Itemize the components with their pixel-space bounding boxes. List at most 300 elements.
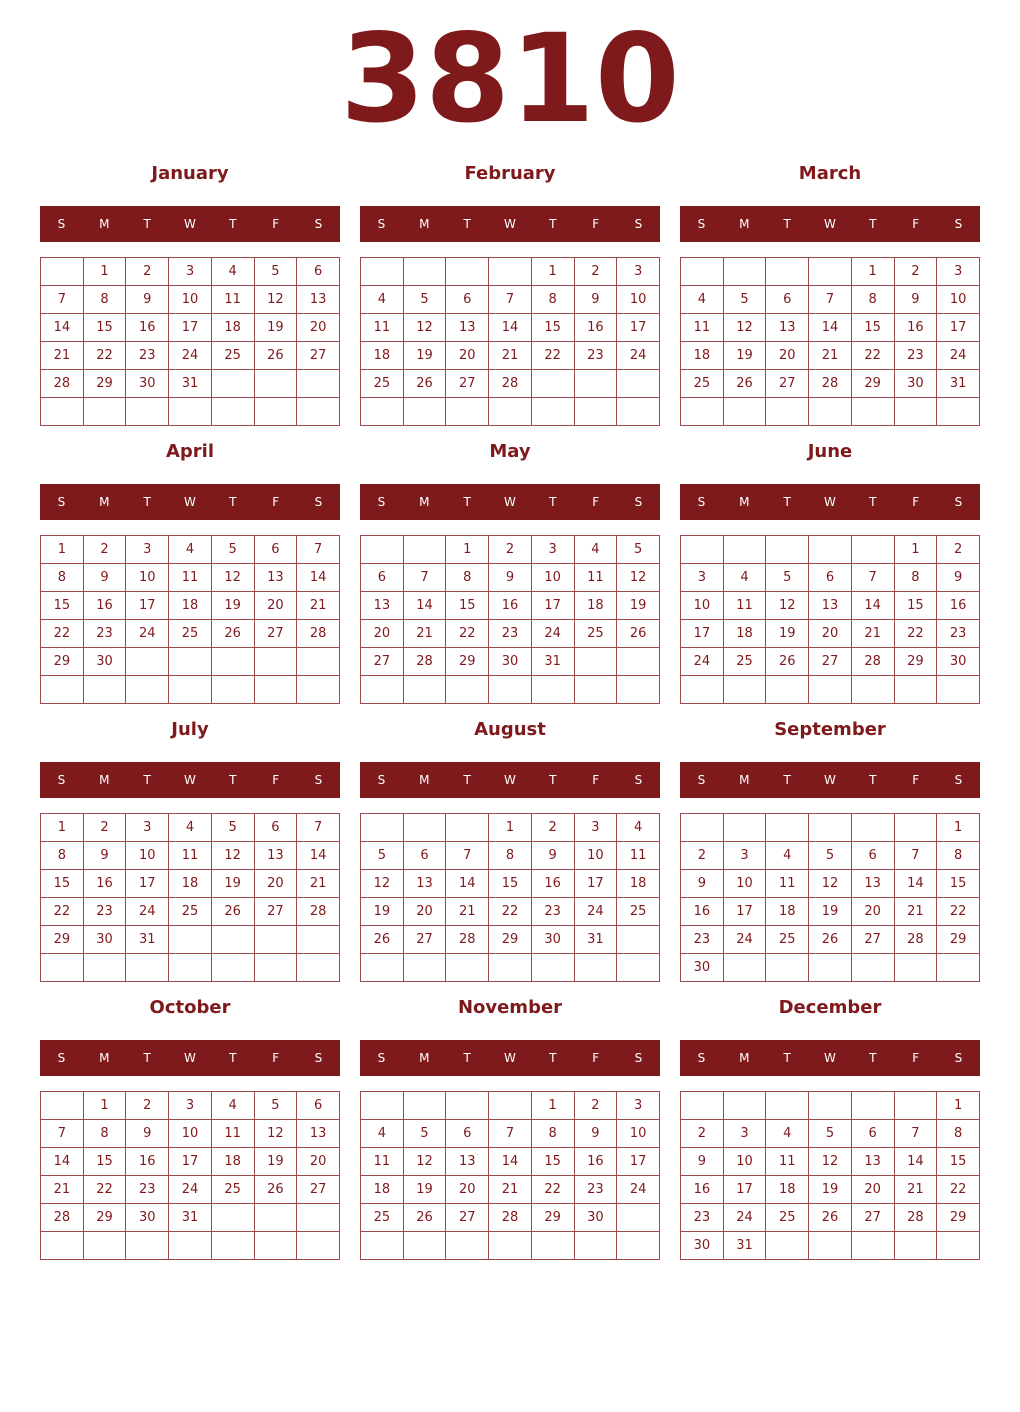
week-row [361,926,660,954]
day-cell [403,258,446,286]
weekday-header [40,484,340,520]
month-october [40,994,340,1260]
week-row [41,370,340,398]
day-cell: 14 [489,1148,532,1176]
day-cell: 27 [254,898,297,926]
weekday-label: S [57,1051,66,1065]
week-row [361,898,660,926]
day-cell [766,536,809,564]
month-title: July [171,719,209,740]
day-cell [254,1204,297,1232]
day-cell: 13 [361,592,404,620]
day-cell: 28 [851,648,894,676]
day-grid [360,1091,660,1260]
week-row [681,286,980,314]
day-cell [809,1092,852,1120]
weekday-label: M [419,1051,430,1065]
weekday-label: T [869,217,877,231]
day-cell: 28 [809,370,852,398]
week-row [681,1176,980,1204]
day-cell: 17 [169,314,212,342]
day-cell: 18 [617,870,660,898]
day-cell [83,954,126,982]
day-cell [403,814,446,842]
day-cell: 20 [446,1176,489,1204]
day-cell: 25 [211,1176,254,1204]
day-cell [211,954,254,982]
week-row [41,1204,340,1232]
day-grid [680,813,980,982]
day-cell: 26 [617,620,660,648]
day-cell [723,536,766,564]
week-row [41,1176,340,1204]
day-cell [83,1232,126,1260]
day-cell: 8 [446,564,489,592]
weekday-label: S [697,495,706,509]
week-row [41,954,340,982]
day-cell: 11 [169,842,212,870]
day-cell: 26 [254,342,297,370]
day-cell [851,1092,894,1120]
week-row [361,1204,660,1232]
weekday-label: W [824,773,836,787]
day-cell [211,676,254,704]
day-cell: 14 [403,592,446,620]
day-cell: 18 [723,620,766,648]
day-cell [681,258,724,286]
day-cell: 5 [809,842,852,870]
day-cell: 10 [126,564,169,592]
day-cell [254,1232,297,1260]
weekday-label: M [419,495,430,509]
day-cell [894,1232,937,1260]
day-cell: 15 [531,1148,574,1176]
day-cell [169,648,212,676]
day-cell: 12 [211,842,254,870]
day-cell [169,1232,212,1260]
weekday-header [360,206,660,242]
day-cell: 18 [211,314,254,342]
day-cell: 7 [41,286,84,314]
day-cell: 21 [894,1176,937,1204]
day-cell [41,1092,84,1120]
day-cell: 12 [403,314,446,342]
day-cell: 13 [851,1148,894,1176]
day-cell: 13 [446,1148,489,1176]
day-cell: 5 [809,1120,852,1148]
day-cell: 23 [937,620,980,648]
day-cell: 28 [894,926,937,954]
day-cell [574,370,617,398]
day-cell [681,536,724,564]
day-cell: 17 [169,1148,212,1176]
weekday-label: F [912,1051,920,1065]
day-cell: 7 [894,1120,937,1148]
month-july [40,716,340,982]
day-cell: 3 [723,1120,766,1148]
day-cell [446,676,489,704]
day-cell: 24 [937,342,980,370]
day-cell: 3 [126,814,169,842]
day-cell: 28 [446,926,489,954]
week-row [41,342,340,370]
year-title: 3810 [340,8,680,150]
weekday-label: S [314,217,323,231]
weekday-label: S [314,773,323,787]
month-march [680,160,980,426]
day-cell: 16 [894,314,937,342]
day-cell [766,676,809,704]
day-cell: 30 [83,926,126,954]
month-title: October [149,997,231,1018]
day-cell: 29 [937,1204,980,1232]
day-grid [40,1091,340,1260]
day-cell: 13 [766,314,809,342]
day-cell: 17 [617,1148,660,1176]
weekday-label: M [99,773,110,787]
weekday-label: F [592,773,600,787]
day-cell [574,676,617,704]
weekday-label: W [824,217,836,231]
day-cell: 25 [361,370,404,398]
day-cell: 25 [169,898,212,926]
day-cell: 23 [489,620,532,648]
day-cell [361,536,404,564]
day-cell: 7 [489,1120,532,1148]
day-cell [574,398,617,426]
day-cell: 21 [297,592,340,620]
day-cell: 11 [361,1148,404,1176]
day-cell [681,1092,724,1120]
weekday-label: W [504,495,516,509]
week-row [361,814,660,842]
day-cell: 24 [169,342,212,370]
day-cell: 7 [489,286,532,314]
day-cell [211,926,254,954]
day-cell: 2 [937,536,980,564]
day-cell [617,954,660,982]
day-cell [83,398,126,426]
month-title: December [778,997,882,1018]
day-cell [403,536,446,564]
day-cell: 19 [809,1176,852,1204]
day-cell [894,676,937,704]
day-cell: 20 [403,898,446,926]
day-grid [40,535,340,704]
day-cell: 20 [851,898,894,926]
weekday-label: T [549,1051,557,1065]
day-cell: 7 [894,842,937,870]
day-cell: 16 [126,1148,169,1176]
day-cell: 19 [211,592,254,620]
week-row [361,564,660,592]
day-cell [211,1232,254,1260]
day-cell: 1 [446,536,489,564]
day-cell: 22 [41,898,84,926]
weekday-label: T [783,773,791,787]
day-cell [361,1232,404,1260]
day-cell [531,676,574,704]
month-april [40,438,340,704]
day-cell: 20 [851,1176,894,1204]
day-cell: 19 [254,314,297,342]
week-row [681,676,980,704]
day-cell: 22 [531,1176,574,1204]
week-row [681,592,980,620]
weekday-label: T [229,1051,237,1065]
week-row [681,1092,980,1120]
day-cell [254,954,297,982]
week-row [41,648,340,676]
day-cell [723,676,766,704]
day-cell: 28 [297,620,340,648]
day-cell [617,1204,660,1232]
day-cell: 21 [446,898,489,926]
day-cell: 18 [766,1176,809,1204]
day-cell: 23 [681,926,724,954]
weekday-label: T [783,217,791,231]
week-row [361,258,660,286]
month-title: November [457,997,563,1018]
weekday-header [40,206,340,242]
day-cell: 15 [446,592,489,620]
day-cell: 21 [41,1176,84,1204]
day-cell: 7 [809,286,852,314]
day-cell: 18 [766,898,809,926]
day-cell [809,1232,852,1260]
day-cell: 6 [254,536,297,564]
day-cell: 19 [809,898,852,926]
day-cell: 3 [937,258,980,286]
day-cell [254,398,297,426]
day-cell: 1 [894,536,937,564]
weekday-label: F [592,495,600,509]
day-cell [41,398,84,426]
day-cell: 2 [489,536,532,564]
day-cell [574,648,617,676]
day-cell [937,398,980,426]
week-row [41,870,340,898]
month-title: August [474,719,546,740]
day-cell: 24 [169,1176,212,1204]
day-cell: 2 [83,536,126,564]
week-row [681,1232,980,1260]
day-cell [723,258,766,286]
month-september [680,716,980,982]
day-cell: 28 [297,898,340,926]
day-cell [254,370,297,398]
day-cell [809,258,852,286]
week-row [681,536,980,564]
day-cell: 10 [531,564,574,592]
day-cell: 5 [211,536,254,564]
day-cell: 17 [937,314,980,342]
day-cell: 21 [894,898,937,926]
day-cell: 2 [574,258,617,286]
day-cell: 28 [41,370,84,398]
day-cell: 8 [937,842,980,870]
day-cell: 30 [681,1232,724,1260]
day-cell [446,814,489,842]
day-cell [617,370,660,398]
day-cell: 3 [169,258,212,286]
day-cell: 8 [83,286,126,314]
week-row [41,620,340,648]
day-cell [297,926,340,954]
day-cell: 12 [617,564,660,592]
day-cell: 13 [254,564,297,592]
weekday-label: T [869,1051,877,1065]
day-cell: 29 [851,370,894,398]
day-cell: 16 [937,592,980,620]
day-cell: 20 [254,592,297,620]
weekday-label: T [143,1051,151,1065]
weekday-label: S [57,217,66,231]
weekday-label: W [504,773,516,787]
weekday-label: F [272,773,280,787]
day-cell [254,648,297,676]
day-cell: 13 [403,870,446,898]
day-cell: 23 [894,342,937,370]
month-title: June [807,441,853,462]
day-cell: 19 [361,898,404,926]
week-row [41,1092,340,1120]
day-cell: 1 [851,258,894,286]
week-row [361,536,660,564]
weekday-label: S [57,495,66,509]
day-cell: 21 [809,342,852,370]
weekday-label: W [504,1051,516,1065]
day-grid [360,257,660,426]
day-cell: 11 [169,564,212,592]
day-cell: 27 [297,1176,340,1204]
day-cell: 31 [169,370,212,398]
day-cell [297,648,340,676]
day-cell: 15 [851,314,894,342]
day-cell: 6 [851,842,894,870]
week-row [681,814,980,842]
weekday-header [360,484,660,520]
day-grid [40,257,340,426]
day-cell: 25 [361,1204,404,1232]
day-cell: 4 [211,258,254,286]
day-cell: 23 [574,342,617,370]
day-cell: 20 [297,1148,340,1176]
day-cell: 4 [723,564,766,592]
month-title: May [489,441,531,462]
day-cell: 24 [681,648,724,676]
day-cell [446,398,489,426]
week-row [41,898,340,926]
day-cell: 17 [723,1176,766,1204]
week-row [361,342,660,370]
weekday-label: M [739,1051,750,1065]
day-cell: 19 [403,1176,446,1204]
day-cell [766,1232,809,1260]
day-cell: 1 [41,814,84,842]
day-cell: 31 [723,1232,766,1260]
day-grid [680,1091,980,1260]
day-grid [680,257,980,426]
week-row [41,814,340,842]
day-cell: 25 [169,620,212,648]
day-cell [297,1204,340,1232]
day-cell: 4 [361,1120,404,1148]
day-cell: 22 [489,898,532,926]
day-cell: 15 [531,314,574,342]
day-cell: 16 [83,870,126,898]
weekday-label: T [463,773,471,787]
day-cell: 22 [894,620,937,648]
weekday-label: W [184,217,196,231]
weekday-header [680,1040,980,1076]
day-cell: 8 [937,1120,980,1148]
month-title: March [798,163,862,184]
day-cell: 9 [937,564,980,592]
day-cell [851,536,894,564]
day-cell [531,398,574,426]
day-cell: 13 [297,286,340,314]
weekday-label: M [99,495,110,509]
day-cell: 1 [937,814,980,842]
day-cell: 14 [894,1148,937,1176]
day-cell: 10 [169,286,212,314]
weekday-label: W [504,217,516,231]
day-cell: 25 [723,648,766,676]
day-cell [531,370,574,398]
day-cell: 8 [894,564,937,592]
weekday-label: F [272,495,280,509]
day-cell: 22 [83,1176,126,1204]
day-cell: 30 [126,370,169,398]
weekday-label: M [739,773,750,787]
day-cell: 30 [489,648,532,676]
day-cell: 4 [169,536,212,564]
day-grid [360,535,660,704]
month-june [680,438,980,704]
day-cell: 31 [574,926,617,954]
day-cell: 5 [254,1092,297,1120]
week-row [361,842,660,870]
month-january [40,160,340,426]
weekday-label: F [272,217,280,231]
day-cell: 26 [809,926,852,954]
day-cell [254,676,297,704]
day-grid [360,813,660,982]
day-cell: 3 [126,536,169,564]
week-row [41,1120,340,1148]
day-cell [617,676,660,704]
day-cell: 17 [617,314,660,342]
week-row [681,258,980,286]
day-cell [297,676,340,704]
week-row [361,286,660,314]
day-cell [894,1092,937,1120]
day-cell: 14 [894,870,937,898]
day-cell: 28 [403,648,446,676]
week-row [41,676,340,704]
day-cell: 12 [809,1148,852,1176]
day-cell: 26 [809,1204,852,1232]
day-cell: 30 [681,954,724,982]
day-cell [254,926,297,954]
day-cell: 13 [297,1120,340,1148]
month-title: January [151,163,229,184]
day-cell [297,954,340,982]
day-cell: 6 [361,564,404,592]
day-cell [809,676,852,704]
day-cell: 31 [531,648,574,676]
